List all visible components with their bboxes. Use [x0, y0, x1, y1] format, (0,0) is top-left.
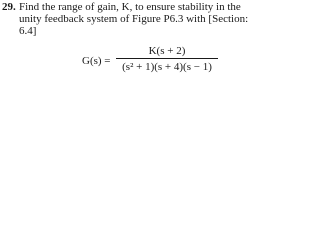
problem-line-3: 6.4]: [19, 25, 37, 37]
problem-number: 29.: [2, 1, 16, 13]
equation-fraction: [116, 44, 218, 75]
problem-29: [2, 1, 281, 37]
problem-line-2: unity feedback system of Figure P6.3 with [Section:: [19, 13, 249, 25]
problem-statement: [19, 1, 281, 37]
equation-numerator: K(s + 2): [148, 45, 186, 57]
problem-line-1: Find the range of gain, K, to ensure stability in the: [19, 1, 241, 13]
equation-denominator: (s² + 1)(s + 4)(s − 1): [122, 61, 212, 73]
equation-lhs: G(s) =: [82, 55, 111, 67]
